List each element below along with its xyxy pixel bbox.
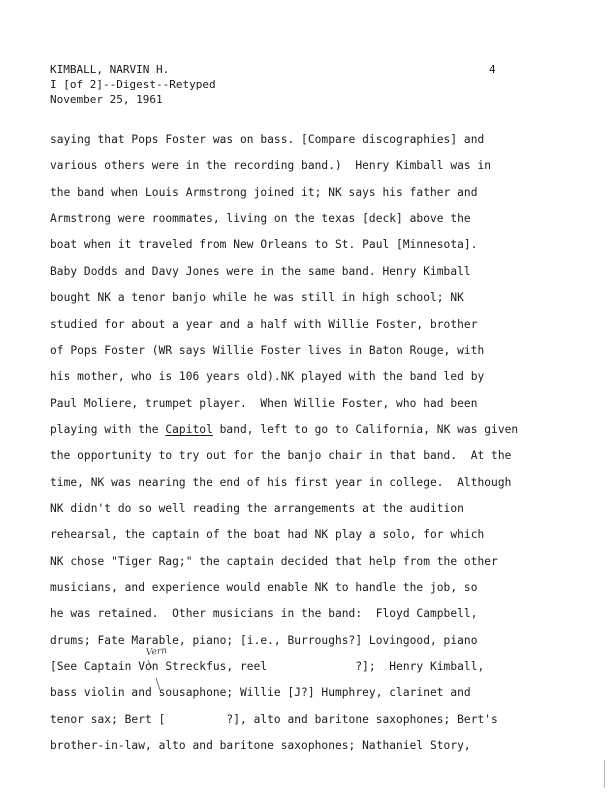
body-line: Armstrong were roommates, living on the texas [deck] above the xyxy=(50,212,471,226)
body-line: of Pops Foster (WR says Willie Foster lives in Baton Rouge, with xyxy=(50,343,485,357)
body-line: tenor sax; Bert [ ?], alto and baritone saxophones; Bert's xyxy=(50,712,498,726)
body-line: boat when it traveled from New Orleans to St. Paul [Minnesota]. xyxy=(50,238,478,252)
body-line: the band when Louis Armstrong joined it; NK says his father and xyxy=(50,185,478,199)
page-edge-mark xyxy=(604,760,608,788)
header-reel: I [of 2]--Digest--Retyped xyxy=(50,78,216,91)
body-line: Paul Moliere, trumpet player. When Willie Foster, who had been xyxy=(50,396,478,410)
body-line: he was retained. Other musicians in the band: Floyd Campbell, xyxy=(50,607,478,621)
body-line: brother-in-law, alto and baritone saxophones; Nathaniel Story, xyxy=(50,739,471,753)
body-line: saying that Pops Foster was on bass. [Compare discographies] and xyxy=(50,133,485,146)
body-line: musicians, and experience would enable NK to handle the job, so xyxy=(50,581,478,594)
body-line: NK didn't do so well reading the arrangements at the audition xyxy=(50,501,464,515)
body-line: bought NK a tenor banjo while he was still in high school; NK xyxy=(50,291,464,305)
body-line: his mother, who is 106 years old).NK played with the band led by xyxy=(50,370,485,384)
body-line: time, NK was nearing the end of his first year in college. Although xyxy=(50,475,512,489)
body-line: rehearsal, the captain of the boat had NK play a solo, for which xyxy=(50,528,485,542)
body-line: NK chose "Tiger Rag;" the captain decided that help from the other xyxy=(50,554,498,568)
body-line: drums; Fate Marable, piano; [i.e., Burroughs?] Lovingood, piano xyxy=(50,633,478,647)
underlined-word: Capitol xyxy=(165,422,213,436)
body-line: [See Captain Von Streckfus, reel ?]; Henry Kimball, xyxy=(50,660,485,673)
body-line: Baby Dodds and Davy Jones were in the same band. Henry Kimball xyxy=(50,264,471,278)
body-line-segment: playing with the xyxy=(50,422,166,436)
body-line xyxy=(50,423,518,437)
body-line: bass violin and sousaphone; Willie [J?] Humphrey, clarinet and xyxy=(50,686,471,700)
body-line-segment: band, left to go to California, NK was given xyxy=(212,422,519,436)
header-date: November 25, 1961 xyxy=(50,93,163,106)
handwritten-note: Vern xyxy=(145,645,168,659)
body-line: studied for about a year and a half with Willie Foster, brother xyxy=(50,317,478,331)
body-line: various others were in the recording band.) Henry Kimball was in xyxy=(50,159,492,173)
body-line: the opportunity to try out for the banjo chair in that band. At the xyxy=(50,449,512,463)
header-name: KIMBALL, NARVIN H. xyxy=(50,63,170,76)
page-number: 4 xyxy=(489,63,496,76)
